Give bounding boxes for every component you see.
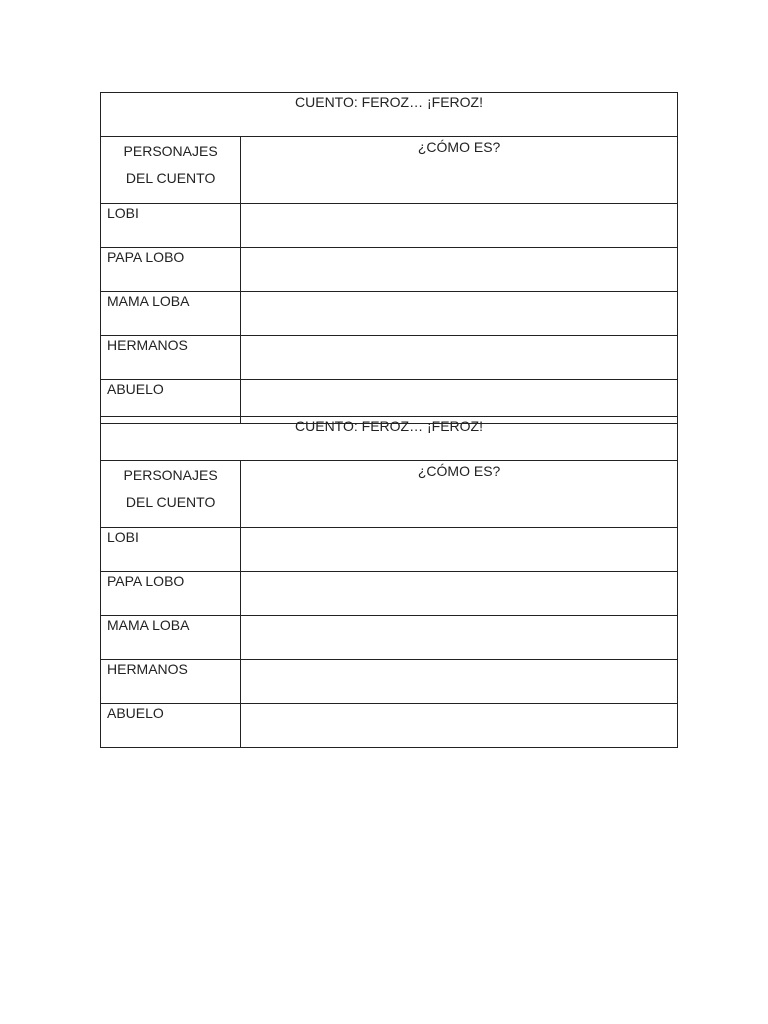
header-characters — [101, 137, 241, 204]
character-description-cell[interactable] — [241, 528, 678, 572]
worksheet-title: CUENTO: FEROZ… ¡FEROZ! — [101, 93, 678, 137]
character-description-cell[interactable] — [241, 660, 678, 704]
table-row — [101, 572, 678, 616]
header-characters-line2: DEL CUENTO — [125, 494, 216, 510]
header-description: ¿CÓMO ES? — [241, 461, 678, 528]
character-description-cell[interactable] — [241, 572, 678, 616]
table-row — [101, 292, 678, 336]
worksheet-title-row — [101, 417, 678, 461]
header-characters-line2: DEL CUENTO — [125, 170, 216, 186]
table-row — [101, 660, 678, 704]
character-description-cell[interactable] — [241, 292, 678, 336]
character-name: MAMA LOBA — [101, 616, 241, 660]
character-name: HERMANOS — [101, 336, 241, 380]
character-description-cell[interactable] — [241, 616, 678, 660]
character-name: LOBI — [101, 528, 241, 572]
worksheet-header-row — [101, 461, 678, 528]
character-name: ABUELO — [101, 380, 241, 424]
table-row — [101, 248, 678, 292]
character-name: PAPA LOBO — [101, 248, 241, 292]
table-row — [101, 616, 678, 660]
header-characters-line1: PERSONAJES — [123, 467, 218, 483]
worksheet-title: CUENTO: FEROZ… ¡FEROZ! — [101, 417, 678, 461]
character-name: ABUELO — [101, 704, 241, 748]
table-row — [101, 336, 678, 380]
character-name: HERMANOS — [101, 660, 241, 704]
worksheet-header-row — [101, 137, 678, 204]
character-description-cell[interactable] — [241, 704, 678, 748]
character-description-cell[interactable] — [241, 336, 678, 380]
character-name: MAMA LOBA — [101, 292, 241, 336]
character-worksheet-table — [100, 416, 678, 748]
header-characters-line1: PERSONAJES — [123, 143, 218, 159]
header-description: ¿CÓMO ES? — [241, 137, 678, 204]
table-row — [101, 204, 678, 248]
character-name: PAPA LOBO — [101, 572, 241, 616]
worksheet-title-row — [101, 93, 678, 137]
character-description-cell[interactable] — [241, 248, 678, 292]
character-name: LOBI — [101, 204, 241, 248]
character-worksheet-table — [100, 92, 678, 424]
table-row — [101, 704, 678, 748]
header-characters — [101, 461, 241, 528]
character-description-cell[interactable] — [241, 204, 678, 248]
table-row — [101, 528, 678, 572]
